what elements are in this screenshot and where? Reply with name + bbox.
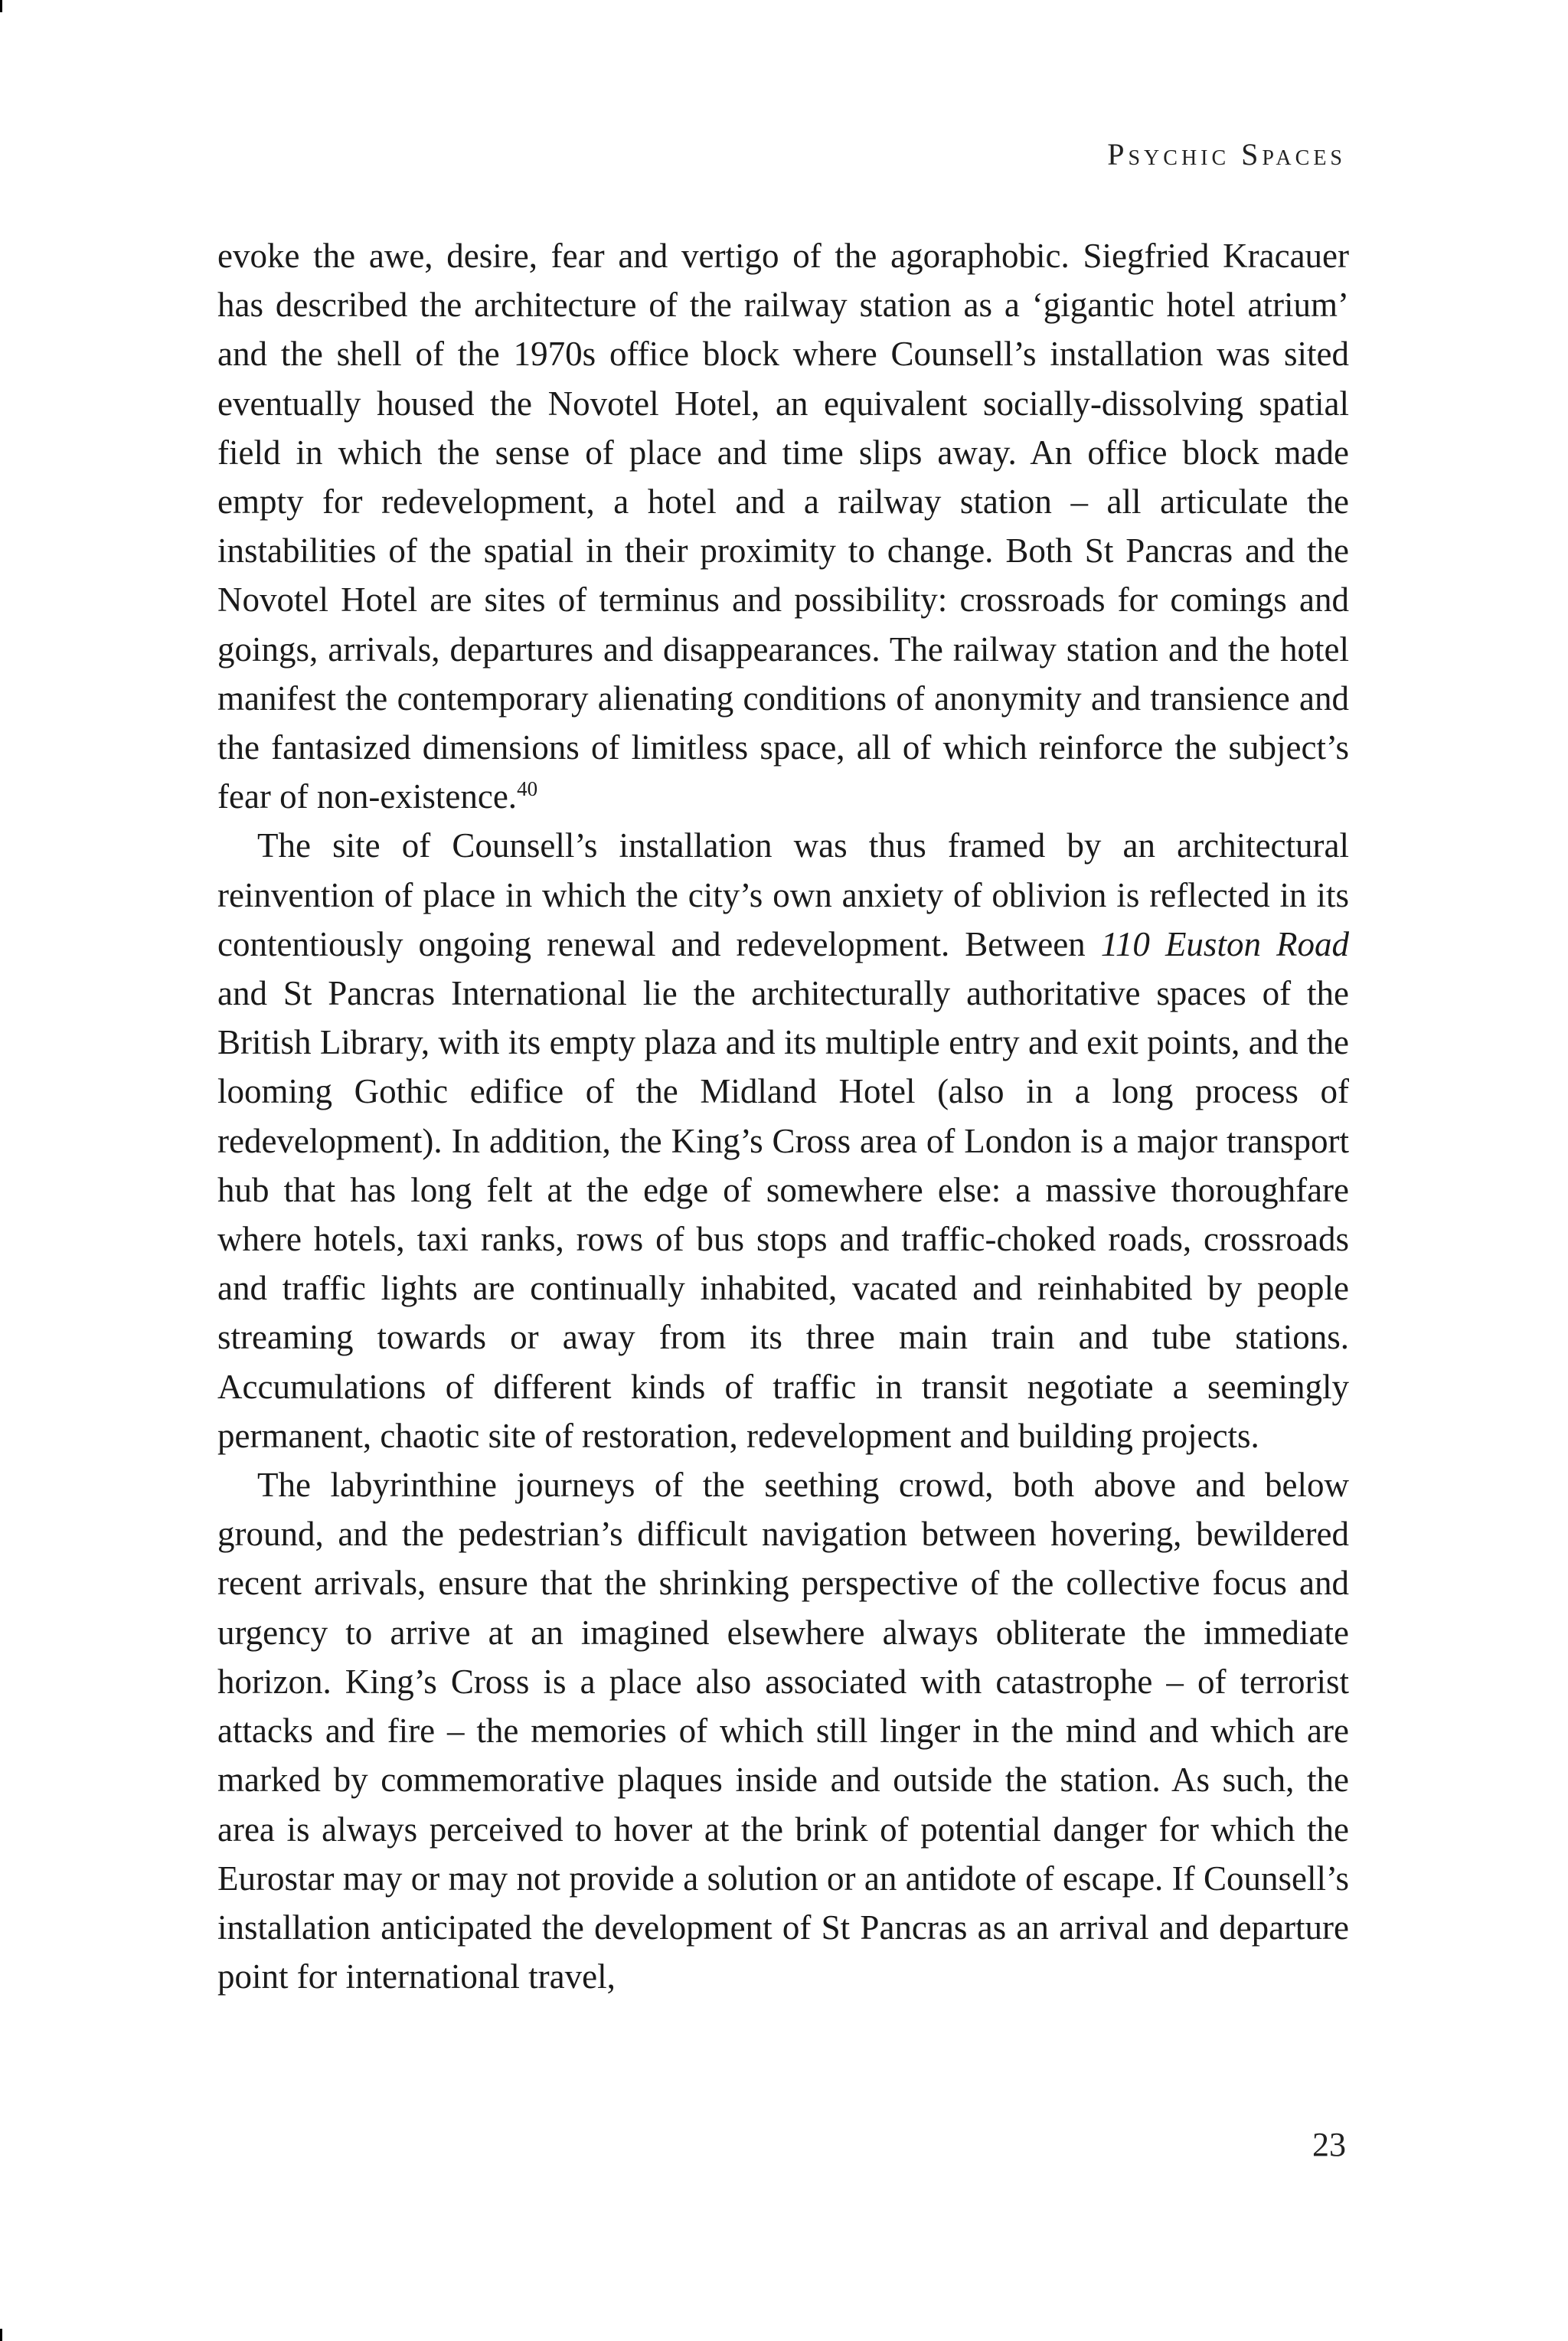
footnote-reference: 40 bbox=[517, 777, 538, 801]
crop-mark-bottom bbox=[0, 2329, 2, 2341]
running-head: Psychic Spaces bbox=[1107, 137, 1346, 172]
artwork-title: 110 Euston Road bbox=[1100, 924, 1349, 963]
paragraph-1-text: evoke the awe, desire, fear and vertigo of the agoraphobic. Siegfried Kracauer has described the architecture of the railway station as a ‘gigantic hotel atrium’ and the shell of the 1970s office block where Counsell’s installation was sited eventually housed the Novotel Hotel, an equivalent socially-dissolving spatial field in which the sense of place and time slips away. An office block made empty for redevelopment, a hotel and a railway station – all articulate the instabilities of the spatial in their proximity to change. Both St Pancras and the Novotel Hotel are sites of terminus and possibility: crossroads for comings and goings, arrivals, departures and disappearances. The railway station and the hotel manifest the contemporary alienating conditions of anonymity and transience and the fantasized dimensions of limitless space, all of which reinforce the subject’s fear of non-existence. bbox=[217, 237, 1349, 816]
paragraph-3-text: The labyrinthine journeys of the seething crowd, both above and below ground, and the pedestrian’s difficult navigation between hovering, bewildered recent arrivals, ensure that the shrinking perspective of the collective focus and urgency to arrive at an imagined elsewhere always obliterate the immediate horizon. King’s Cross is a place also associated with catastrophe – of terrorist attacks and fire – the memories of which still linger in the mind and which are marked by commemorative plaques inside and outside the station. As such, the area is always perceived to hover at the brink of potential danger for which the Eurostar may or may not provide a solution or an antidote of escape. If Counsell’s installation anticipated the development of St Pancras as an arrival and departure point for international travel, bbox=[217, 1466, 1349, 1996]
paragraph-2-text-before: The site of Counsell’s installation was thus framed by an architectural reinvention of place in which the city’s own anxiety of oblivion is reflected in its contentiously ongoing renewal and redevelopment. Between bbox=[217, 826, 1349, 963]
paragraph-3 bbox=[217, 1460, 1349, 2001]
body-text bbox=[217, 231, 1349, 2001]
paragraph-2 bbox=[217, 821, 1349, 1460]
page-number: 23 bbox=[1312, 2126, 1346, 2163]
paragraph-1 bbox=[217, 231, 1349, 821]
crop-mark-top bbox=[0, 0, 2, 12]
paragraph-2-text-after: and St Pancras International lie the architecturally authoritative spaces of the British Library, with its empty plaza and its multiple entry and exit points, and the looming Gothic edifice of the Midland Hotel (also in a long process of redevelopment). In addition, the King’s Cross area of London is a major transport hub that has long felt at the edge of somewhere else: a massive thoroughfare where hotels, taxi ranks, rows of bus stops and traffic-choked roads, crossroads and traffic lights are continually inhabited, vacated and reinhabited by people streaming towards or away from its three main train and tube stations. Accumulations of different kinds of traffic in transit negotiate a seemingly permanent, chaotic site of restoration, redevelopment and building projects. bbox=[217, 974, 1349, 1455]
